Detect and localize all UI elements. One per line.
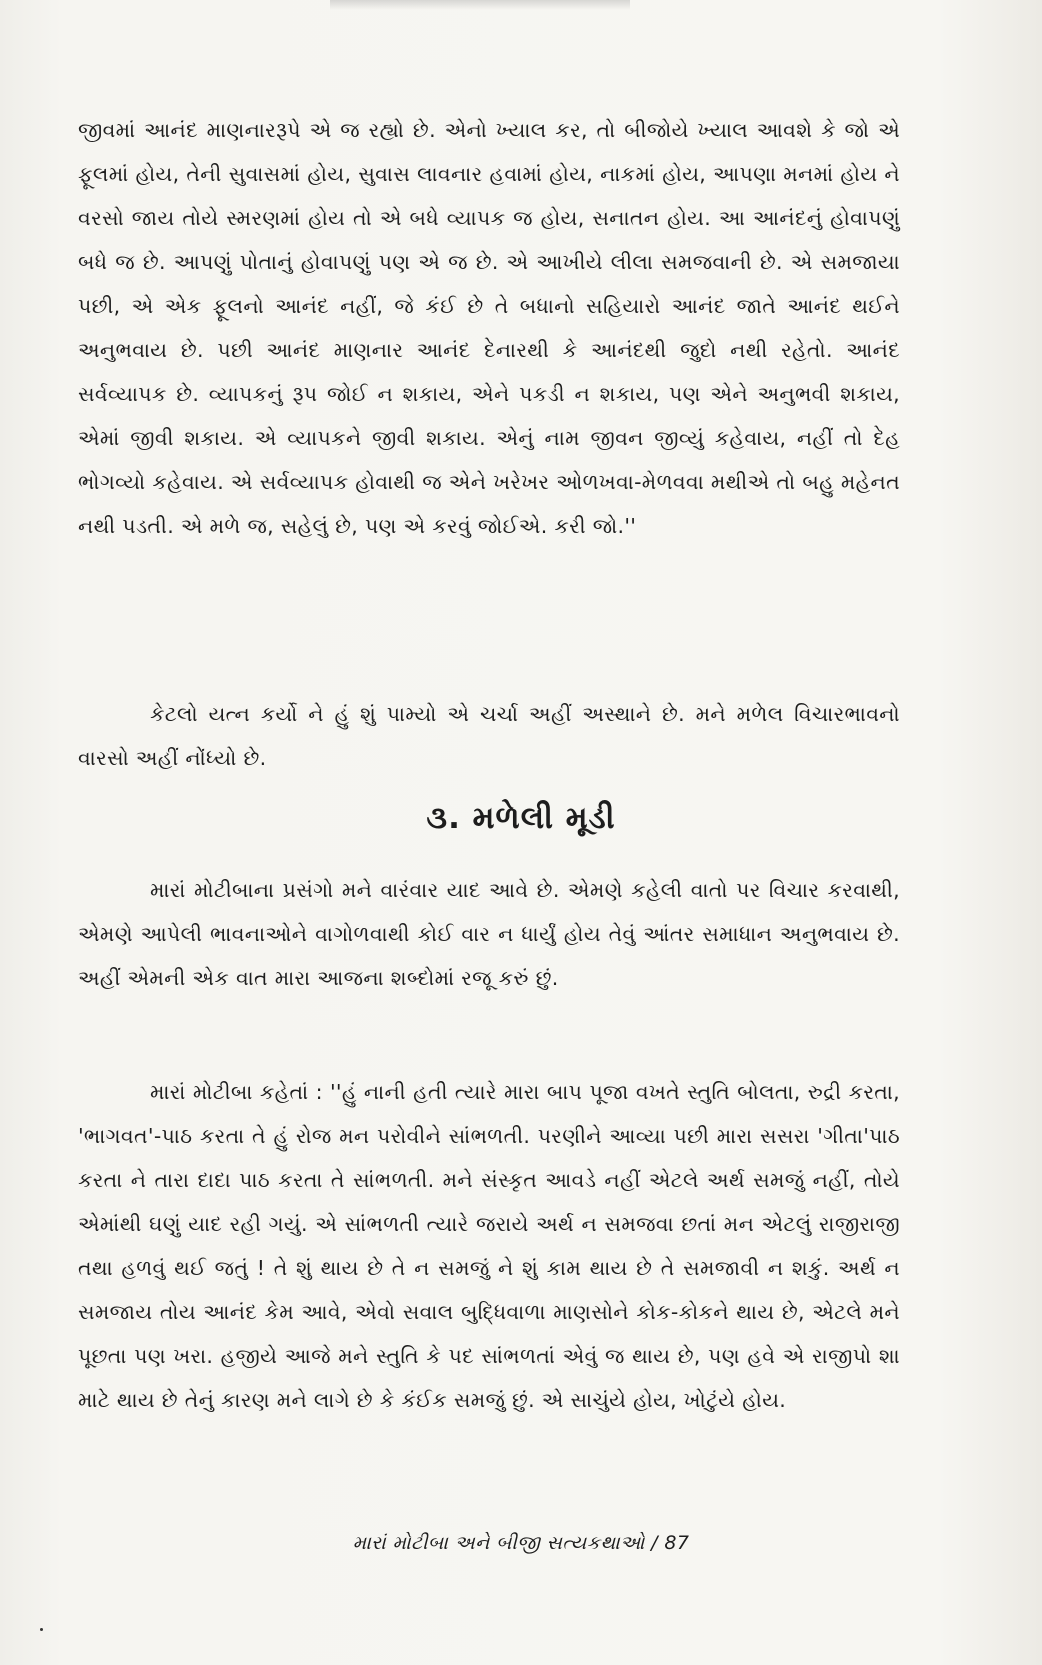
page-footer: મારાં મોટીબા અને બીજી સત્યકથાઓ / 87 [352, 1532, 690, 1554]
chapter-heading: ૩. મળેલી મૂડી [426, 800, 616, 836]
paragraph-continuation: જીવમાં આનંદ માણનારરૂપે એ જ રહ્યો છે. એનો ખ્યાલ કર, તો બીજોયે ખ્યાલ આવશે કે જો એ ફૂલમાં હોય, તેની સુવાસમાં હોય, સુવાસ લાવનાર હવામાં હોય, નાકમાં હોય, આપણા મનમાં હોય ને વરસો જાય તોયે સ્મરણમાં હોય તો એ બધે વ્યાપક જ હોય, સનાતન હોય. આ આનંદનું હોવાપણું બધે જ છે. આપણું પોતાનું હોવાપણું પણ એ જ છે. એ આખીયે લીલા સમજવાની છે. એ સમજાયા પછી, એ એક ફૂલનો આનંદ નહીં, જે કંઈ છે તે બધાનો સહિયારો આનંદ જાતે આનંદ થઈને અનુભવાય છે. પછી આનંદ માણનાર આનંદ દેનારથી કે આનંદથી જુદો નથી રહેતો. આનંદ સર્વવ્યાપક છે. વ્યાપકનું રૂપ જોઈ ન શકાય, એને પકડી ન શકાય, પણ એને અનુભવી શકાય, એમાં જીવી શકાય. એ વ્યાપકને જીવી શકાય. એનું નામ જીવન જીવ્યું કહેવાય, નહીં તો દેહ ભોગવ્યો કહેવાય. એ સર્વવ્યાપક હોવાથી જ એને ખરેખર ઓળખવા-મેળવવા મથીએ તો બહુ મહેનત નથી પડતી. એ મળે જ, સહેલું છે, પણ એ કરવું જોઈએ. કરી જો.'' [78, 118, 900, 538]
paragraph-quote: મારાં મોટીબા કહેતાં : ''હું નાની હતી ત્યારે મારા બાપ પૂજા વખતે સ્તુતિ બોલતા, રુદ્રી કરતા, 'ભાગવત'-પાઠ કરતા તે હું રોજ મન પરોવીને સાંભળતી. પરણીને આવ્યા પછી મારા સસરા 'ગીતા'પાઠ કરતા ને તારા દાદા પાઠ કરતા તે સાંભળતી. મને સંસ્કૃત આવડે નહીં એટલે અર્થ સમજું નહીં, તોયે એમાંથી ઘણું યાદ રહી ગયું. એ સાંભળતી ત્યારે જરાયે અર્થ ન સમજવા છતાં મન એટલું રાજીરાજી તથા હળવું થઈ જતું ! તે શું થાય છે તે ન સમજું ને શું કામ થાય છે તે સમજાવી ન શકું. અર્થ ન સમજાય તોય આનંદ કેમ આવે, એવો સવાલ બુદ્ધિવાળા માણસોને કોક-કોકને થાય છે, એટલે મને પૂછતા પણ ખરા. હજીયે આજે મને સ્તુતિ કે પદ સાંભળતાં એવું જ થાય છે, પણ હવે એ રાજીપો શા માટે થાય છે તેનું કારણ મને લાગે છે કે કંઈક સમજું છું. એ સાચુંયે હોય, ખોટુંયે હોય. [78, 1080, 900, 1412]
scan-shadow [330, 0, 630, 10]
paragraph-intro: મારાં મોટીબાના પ્રસંગો મને વારંવાર યાદ આવે છે. એમણે કહેલી વાતો પર વિચાર કરવાથી, એમણે આપેલી ભાવનાઓને વાગોળવાથી કોઈ વાર ન ધાર્યું હોય તેવું આંતર સમાધાન અનુભવાય છે. અહીં એમની એક વાત મારા આજના શબ્દોમાં રજૂ કરું છું. [78, 878, 900, 990]
paragraph-reflection: કેટલો યત્ન કર્યો ને હું શું પામ્યો એ ચર્ચા અહીં અસ્થાને છે. મને મળેલ વિચારભાવનો વારસો અહીં નોંધ્યો છે. [78, 702, 900, 770]
scan-speck [40, 1628, 43, 1631]
